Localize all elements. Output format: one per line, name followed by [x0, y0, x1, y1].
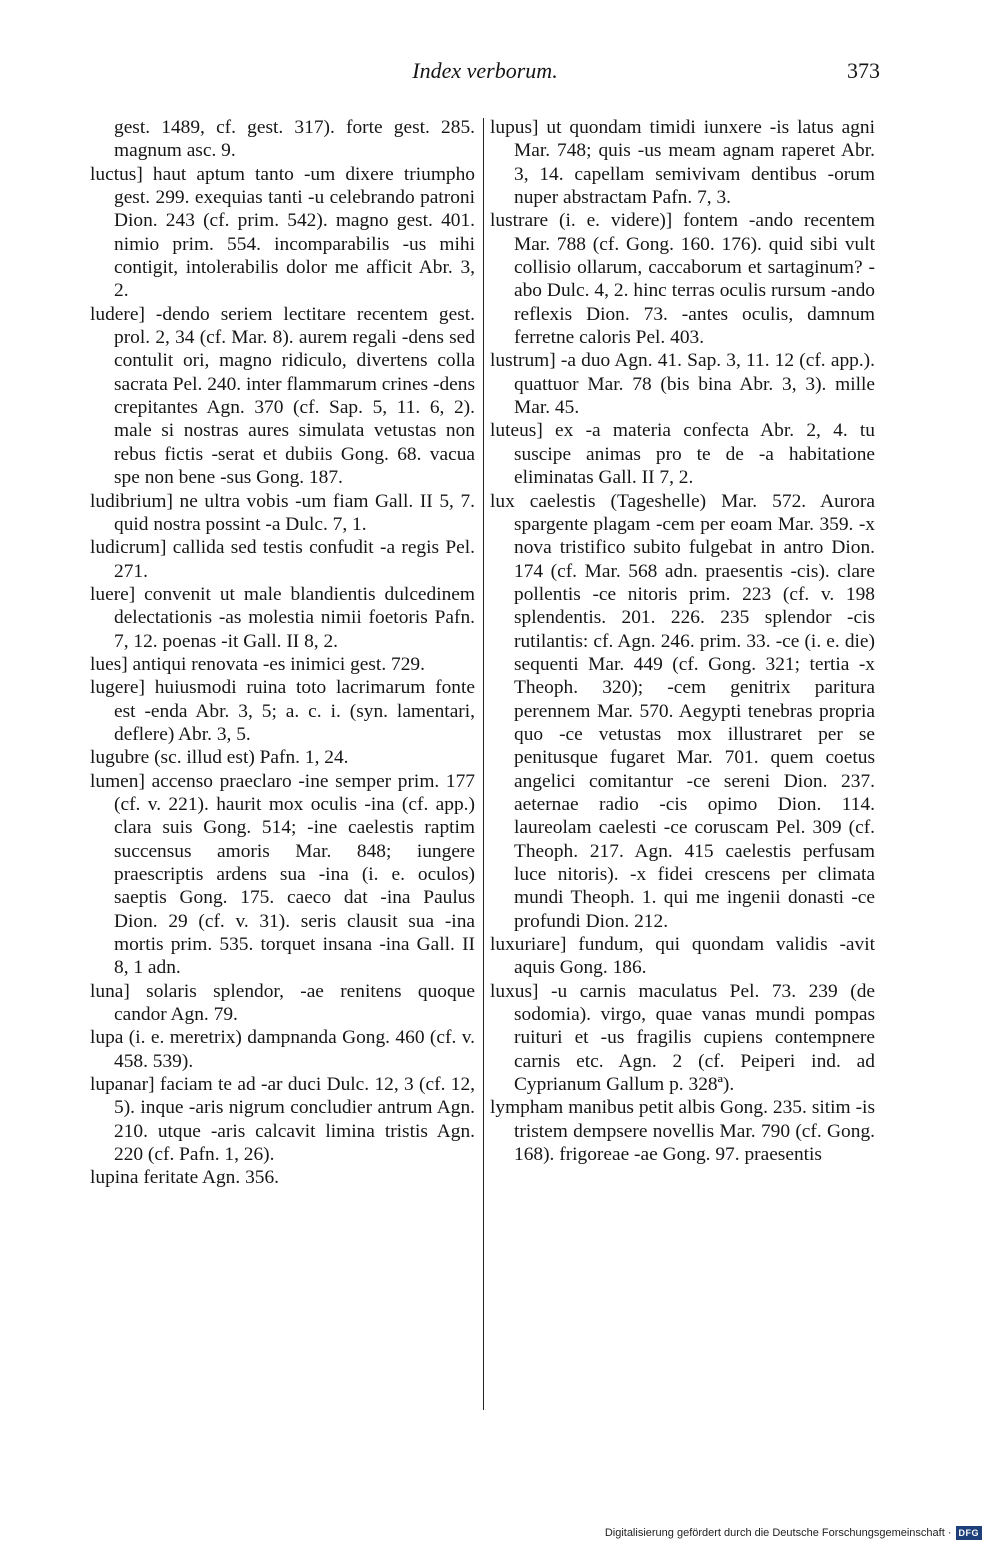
index-entry: lugubre (sc. illud est) Pafn. 1, 24. [90, 747, 349, 769]
index-entry: lux caelestis (Tageshelle) Mar. 572. Aurora spargente plagam -cem per eoam Mar. 359. -x nova tristifico subito fulgebat in antro Dion. 174 (cf. Mar. 568 adn. praesentis -cis). clare pollentis -ce nitoris prim. 223 (cf. v. 198 splendentis. 201. 226. 235 splendor -cis rutilantis: cf. Agn. 246. prim. 33. -ce (i. e. die) sequenti Mar. 449 (cf. Gong. 321; tertia -x Theoph. 320); -cem genitrix paritura perennem Mar. 570. Aegypti tenebras propria quo -ce vetustas mox illustraret per se penitusque fugaret Mar. 701. quem coetus angelici comitantur -ce sereni Dion. 237. aeternae radio -cis opimo Dion. 114. laureolam caelesti -ce coruscam Pel. 309 (cf. Theoph. 217. Agn. 415 caelestis perfusam luce nitoris). -x fidei crescens per climata mundi Theoph. 1. qui me ingenii donasti -ce profundi Dion. 212. [490, 490, 875, 932]
right-column [490, 116, 875, 1166]
index-entry: luteus] ex -a materia confecta Abr. 2, 4. tu suscipe animas pro te de -a habitatione eliminatas Gall. II 7, 2. [490, 420, 875, 489]
digitization-credit [605, 1524, 982, 1542]
column-divider [483, 118, 484, 1410]
index-entry: gest. 1489, cf. gest. 317). forte gest. 285. magnum asc. 9. [114, 117, 475, 162]
page-number: 373 [847, 58, 880, 83]
index-entry: luxuriare] fundum, qui quondam validis -avit aquis Gong. 186. [490, 934, 875, 979]
running-title: Index verborum. [412, 58, 558, 83]
index-entry: luere] convenit ut male blandientis dulcedinem delectationis -as molestia nimii foetoris Pafn. 7, 12. poenas -it Gall. II 8, 2. [90, 583, 475, 652]
index-entry: lues] antiqui renovata -es inimici gest. 729. [90, 653, 425, 675]
index-entry: lustrum] -a duo Agn. 41. Sap. 3, 11. 12 (cf. app.). quattuor Mar. 78 (bis bina Abr. 3, 3). mille Mar. 45. [490, 350, 875, 419]
page-header [90, 58, 880, 90]
index-entry: lugere] huiusmodi ruina toto lacrimarum fonte est -enda Abr. 3, 5; a. c. i. (syn. lamentari, deflere) Abr. 3, 5. [90, 677, 475, 745]
index-entry: lympham manibus petit albis Gong. 235. sitim -is tristem dempsere novellis Mar. 790 (cf. Gong. 168). frigoreae -ae Gong. 97. praesentis [490, 1097, 875, 1166]
index-entry: luctus] haut aptum tanto -um dixere triumpho gest. 299. exequias tanti -u celebrando patroni Dion. 243 (cf. prim. 542). magno gest. 401. nimio prim. 554. incomparabilis -us mihi contigit, intolerabilis dolor me afficit Abr. 3, 2. [90, 163, 475, 302]
index-entry: luna] solaris splendor, -ae renitens quoque candor Agn. 79. [90, 980, 475, 1026]
index-entry: luxus] -u carnis maculatus Pel. 73. 239 (de sodomia). virgo, quae vanas mundi pompas ruituri et -us fragilis cupiens contempnere carnis etc. Agn. 2 (cf. Peiperi ind. ad Cyprianum Gallum p. 328ª). [490, 980, 875, 1096]
index-entry: ludere] -dendo seriem lectitare recentem gest. prol. 2, 34 (cf. Mar. 8). aurem regali -dens sed contulit ori, magno ridiculo, divertens colla sacrata Pel. 240. inter flammarum crines -dens crepitantes Agn. 370 (cf. Sap. 5, 11. 6, 2). male si nostras aures simulata vetustas non rebus fictis -serat et dubiis Gong. 68. vacua spe non bene -sus Gong. 187. [90, 303, 475, 489]
credit-text: Digitalisierung gefördert durch die Deutsche Forschungsgemeinschaft · [604, 1527, 952, 1539]
index-entry: lustrare (i. e. videre)] fontem -ando recentem Mar. 788 (cf. Gong. 160. 176). quid sibi vult collisio ollarum, caccaborum et sartaginum? -abo Dulc. 4, 2. hinc terras oculis rursum -ando reflexis Dion. 73. -antes oculis, damnum ferretne caloris Pel. 403. [490, 210, 875, 349]
index-entry: ludicrum] callida sed testis confudit -a regis Pel. 271. [90, 537, 475, 582]
left-column [90, 116, 475, 1190]
index-entry: lupus] ut quondam timidi iunxere -is latus agni Mar. 748; quis -us meam agnam raperet Abr. 3, 14. capellam semivivam dentibus -orum nuper abstractam Pafn. 7, 3. [490, 117, 875, 209]
index-entry: ludibrium] ne ultra vobis -um fiam Gall. II 5, 7. quid nostra possint -a Dulc. 7, 1. [90, 490, 475, 535]
index-entry: lupina feritate Agn. 356. [90, 1167, 280, 1189]
dfg-logo-icon: DFG [956, 1526, 983, 1540]
index-entry: lumen] accenso praeclaro -ine semper prim. 177 (cf. v. 221). haurit mox oculis -ina (cf. app.) clara suis Gong. 514; -ine caelestis raptim succensus amoris Mar. 848; iungere praescriptis ardens sua -ina (i. e. oculos) saeptis Gong. 175. caeco dat -ina Paulus Dion. 29 (cf. v. 31). seris clausit sua -ina mortis prim. 535. torquet insana -ina Gall. II 8, 1 adn. [90, 770, 475, 979]
index-entry: lupa (i. e. meretrix) dampnanda Gong. 460 (cf. v. 458. 539). [90, 1027, 475, 1072]
index-entry: lupanar] faciam te ad -ar duci Dulc. 12, 3 (cf. 12, 5). inque -aris nigrum concludier antrum Agn. 210. utque -aris calcavit limina tristis Agn. 220 (cf. Pafn. 1, 26). [90, 1074, 475, 1166]
